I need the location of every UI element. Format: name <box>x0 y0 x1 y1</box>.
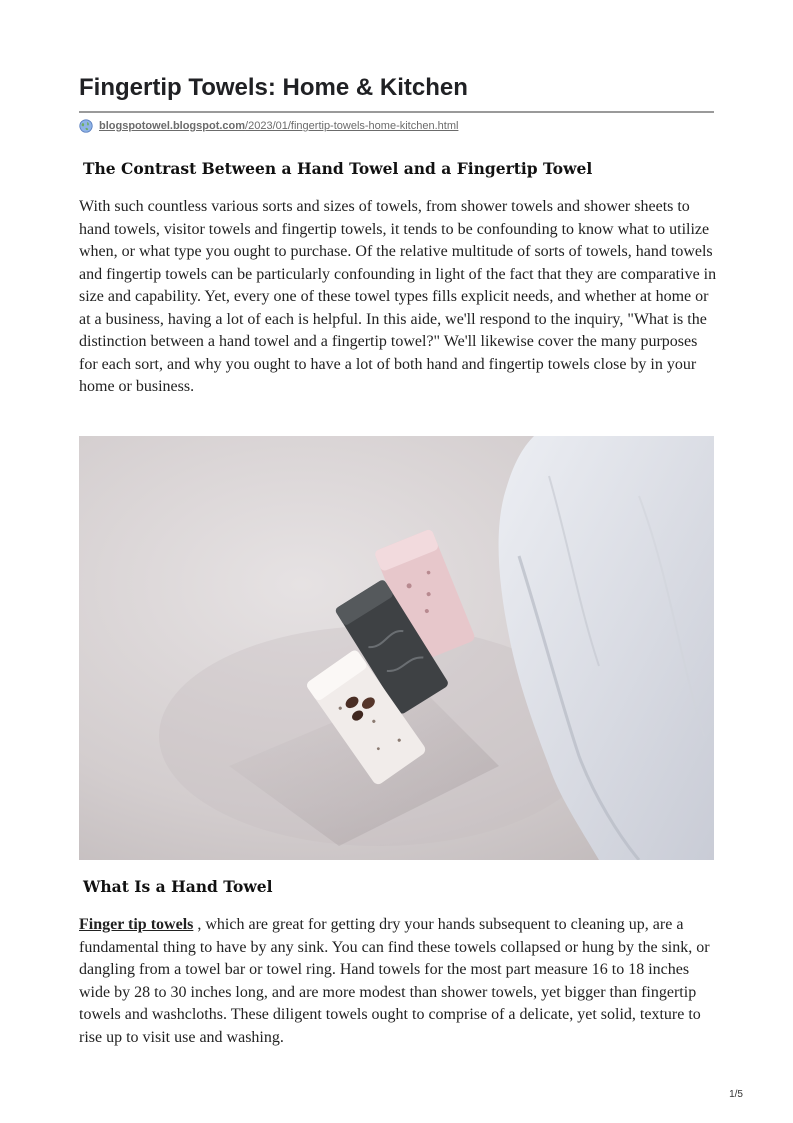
source-url <box>79 119 458 133</box>
source-url-link[interactable]: blogspotowel.blogspot.com/2023/01/fingertip-towels-home-kitchen.html <box>99 120 459 132</box>
section-heading-contrast: The Contrast Between a Hand Towel and a Fingertip Towel <box>83 159 593 178</box>
finger-tip-towels-link[interactable]: Finger tip towels <box>79 916 194 933</box>
section-heading-hand-towel: What Is a Hand Towel <box>83 877 273 896</box>
globe-icon <box>79 119 93 133</box>
title-divider <box>79 111 714 113</box>
page-number: 1/5 <box>729 1089 743 1100</box>
page-title: Fingertip Towels: Home & Kitchen <box>79 74 468 101</box>
intro-paragraph: With such countless various sorts and sizes of towels, from shower towels and shower sheets to hand towels, visitor towels and fingertip towels, it tends to be confounding to know what to utilize when, or what type you ought to purchase. Of the relative multitude of sorts of towels, hand towels and fingertip towels can be particularly confounding in light of the fact that they are comparative in size and capability. Yet, every one of these towel types fills explicit needs, and whether at home or at a business, having a lot of each is helpful. In this aide, we'll respond to the inquiry, "What is the distinction between a hand towel and a fingertip towel?" We'll likewise cover the many purposes for each sort, and why you ought to have a lot of both hand and fingertip towels close by in your home or business. <box>79 198 717 395</box>
soap-towel-photo <box>79 436 714 860</box>
hand-towel-body: , which are great for getting dry your hands subsequent to cleaning up, are a fundamental thing to have by any sink. You can find these towels collapsed or hung by the sink, or dangling from a towel bar or towel ring. Hand towels for the most part measure 16 to 18 inches wide by 28 to 30 inches long, and are more modest than shower towels, yet bigger than fingertip towels and washcloths. These diligent towels ought to comprise of a delicate, yet solid, texture to rise up to visit use and washing. <box>79 916 710 1046</box>
hand-towel-paragraph <box>79 914 719 1049</box>
